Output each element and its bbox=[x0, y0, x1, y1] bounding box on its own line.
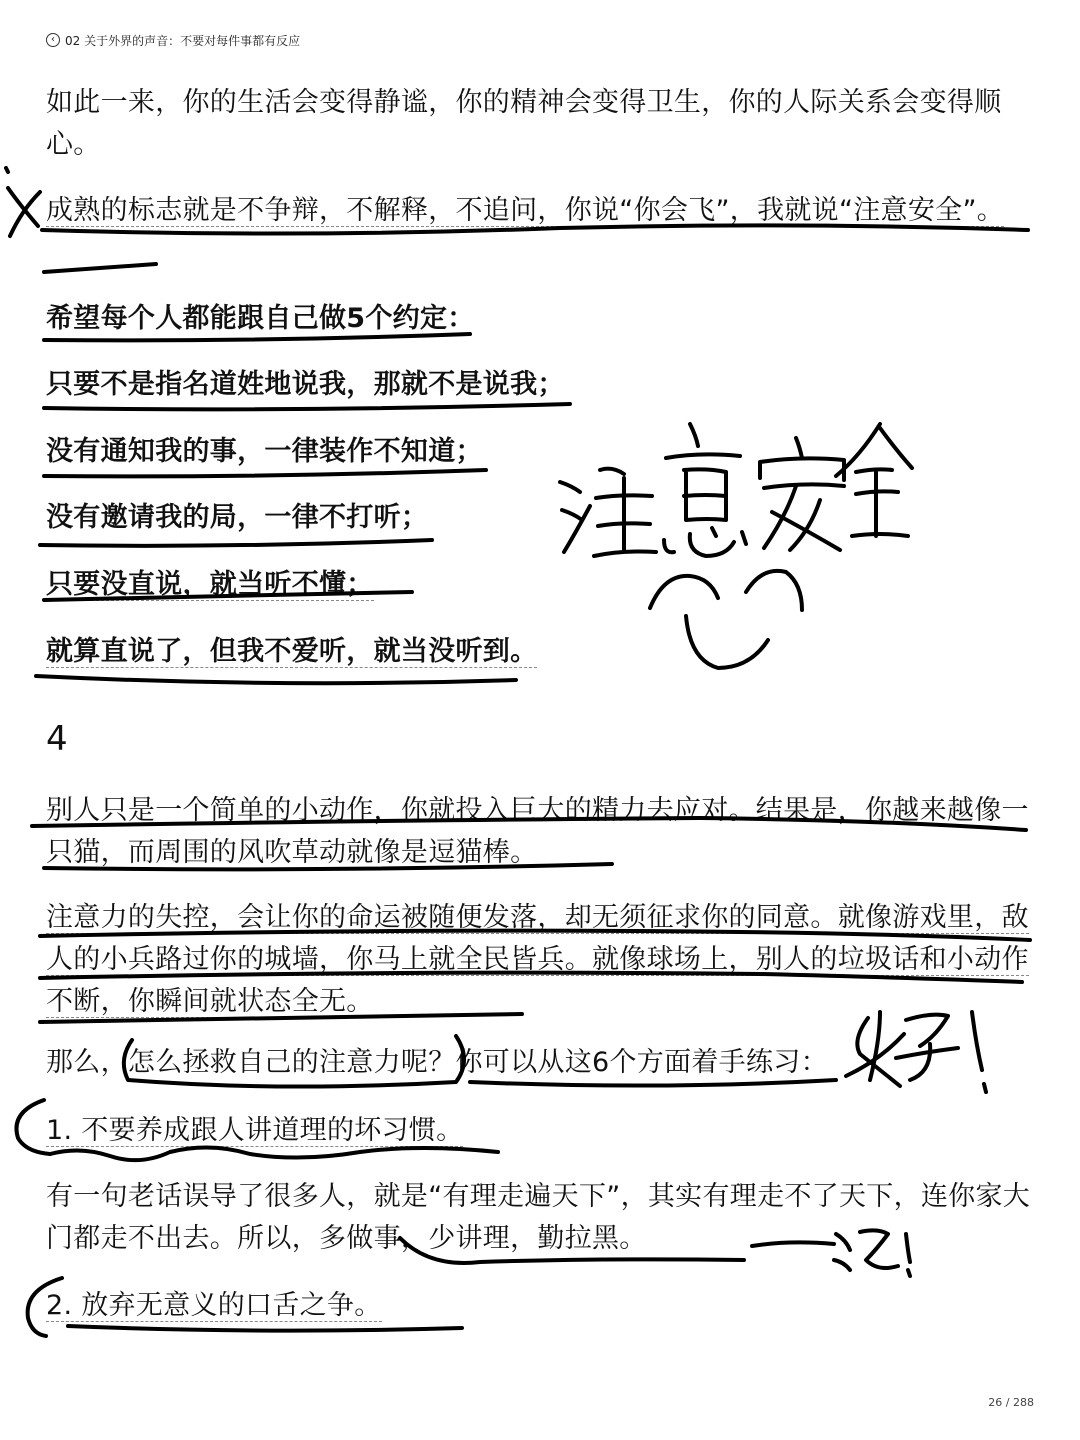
paragraph-8 bbox=[46, 631, 1036, 673]
paragraph-12 bbox=[46, 1110, 1036, 1152]
paragraph-10-text: 注意力的失控，会让你的命运被随便发落，却无须征求你的同意。就像游戏里，敌人的小兵路过你的城墙，你马上就全民皆兵。就像球场上，别人的垃圾话和小动作不断，你瞬间就状态全无。 bbox=[46, 902, 1029, 1017]
paragraph-11: 那么，怎么拯救自己的注意力呢？你可以从这6个方面着手练习： bbox=[46, 1047, 828, 1078]
ink-cross-mark bbox=[6, 168, 40, 236]
ink-bracket bbox=[16, 1100, 50, 1154]
section-number: 4 bbox=[46, 719, 68, 759]
paragraph-13: 有一句老话误导了很多人，就是“有理走遍天下”，其实有理走不了天下，连你家大门都走不出去。所以，多做事，少讲理，勤拉黑。 bbox=[46, 1181, 1031, 1254]
ink-underline bbox=[44, 264, 156, 272]
paragraph-2-text: 成熟的标志就是不争辩，不解释，不追问，你说“你会飞”，我就说“注意安全”。 bbox=[46, 195, 1005, 226]
paragraph-7-text: 只要没直说，就当听不懂； bbox=[46, 569, 374, 600]
paragraph-9: 别人只是一个简单的小动作，你就投入巨大的精力去应对。结果是，你越来越像一只猫，而周围的风吹草动就像是逗猫棒。 bbox=[46, 795, 1029, 868]
paragraph-10 bbox=[46, 897, 1036, 1023]
ink-underline bbox=[36, 676, 516, 683]
paragraph-5: 没有通知我的事，一律装作不知道； bbox=[46, 436, 483, 467]
paragraph-3: 希望每个人都能跟自己做5个约定： bbox=[46, 303, 475, 334]
paragraph-6: 没有邀请我的局，一律不打听； bbox=[46, 502, 429, 533]
paragraph-1: 如此一来，你的生活会变得静谧，你的精神会变得卫生，你的人际关系会变得顺心。 bbox=[46, 87, 1002, 160]
paragraph-12-text: 1. 不要养成跟人讲道理的坏习惯。 bbox=[46, 1115, 464, 1146]
paragraph-14-text: 2. 放弃无意义的口舌之争。 bbox=[46, 1290, 382, 1321]
paragraph-14 bbox=[46, 1285, 1036, 1327]
page-indicator: 26 / 288 bbox=[988, 1396, 1034, 1409]
chapter-title: 02 关于外界的声音：不要对每件事都有反应 bbox=[65, 33, 301, 48]
chevron-left-circle-icon[interactable]: ‹ bbox=[46, 33, 60, 47]
paragraph-7 bbox=[46, 564, 1036, 606]
ink-underline bbox=[40, 540, 432, 546]
paragraph-4: 只要不是指名道姓地说我，那就不是说我； bbox=[46, 369, 565, 400]
paragraph-8-text: 就算直说了，但我不爱听，就当没听到。 bbox=[46, 636, 538, 667]
reader-header bbox=[46, 30, 300, 50]
paragraph-2 bbox=[46, 190, 1036, 232]
